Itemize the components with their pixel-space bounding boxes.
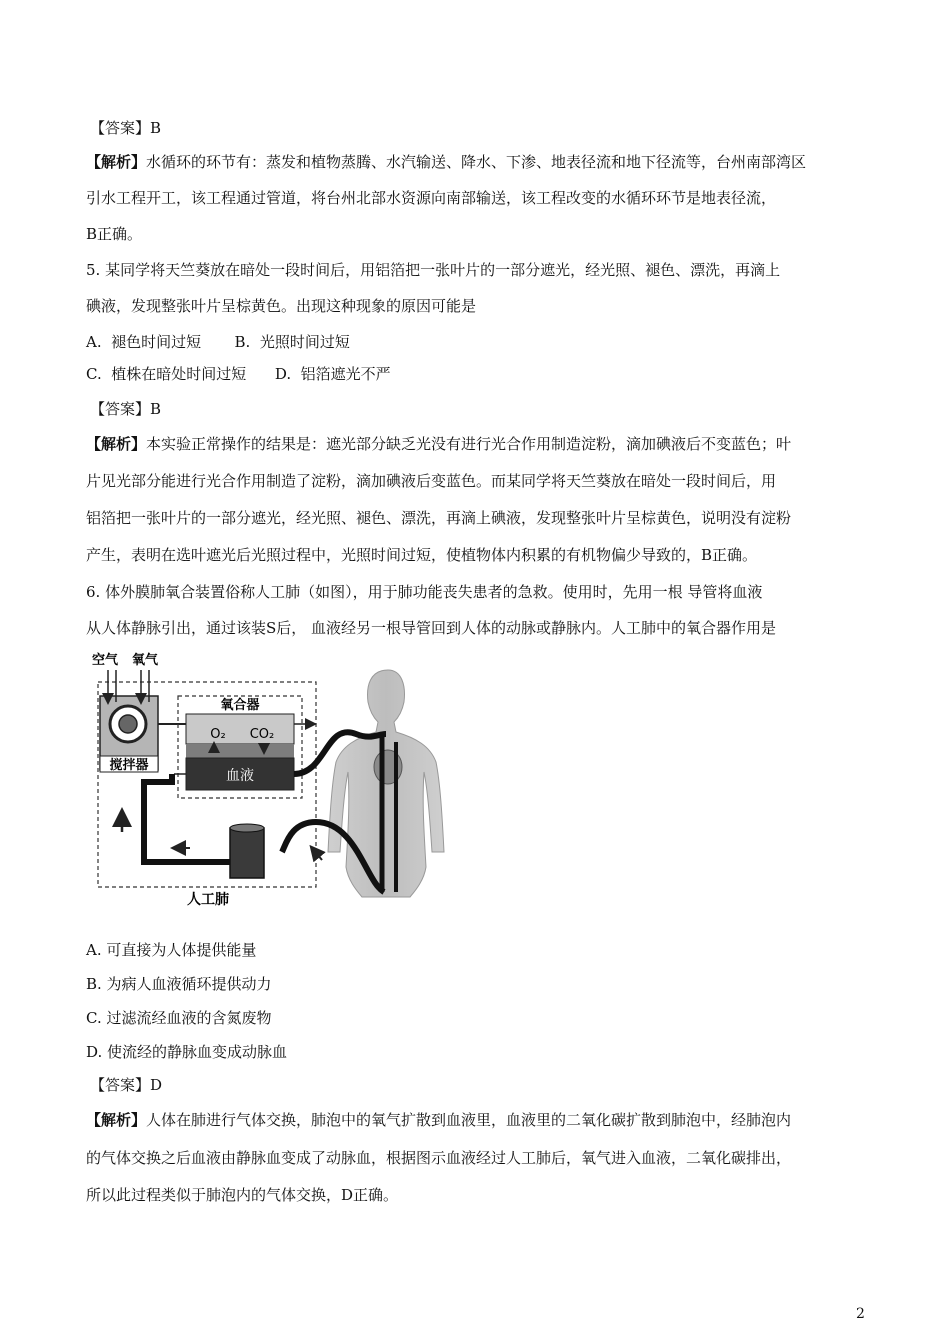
q5-analysis-line-2: 片见光部分能进行光合作用制造了淀粉，滴加碘液后变蓝色。而某同学将天竺葵放在暗处一段时间后，用 — [86, 472, 777, 490]
q6-stem-line-1: 6. 体外膜肺氧合装置俗称人工肺（如图），用于肺功能丧失患者的急救。使用时，先用一根 导管将血液 — [86, 583, 763, 601]
q5-options-row-2: C. 植株在暗处时间过短 D. 铝箔遮光不严 — [86, 365, 391, 383]
q5-analysis-line-1: 【解析】本实验正常操作的结果是：遮光部分缺乏光没有进行光合作用制造淀粉，滴加碘液后不变蓝色；叶 — [86, 435, 792, 453]
q6-option-d: D. 使流经的静脉血变成动脉血 — [86, 1043, 288, 1061]
q6-answer: 【答案】D — [90, 1076, 163, 1094]
artificial-lung-figure — [86, 652, 466, 910]
q5-options-row-1: A. 褪色时间过短 B. 光照时间过短 — [86, 333, 350, 351]
q6-option-a: A. 可直接为人体提供能量 — [86, 941, 257, 959]
q6-option-c: C. 过滤流经血液的含氮废物 — [86, 1009, 272, 1027]
blood-label: 血液 — [226, 768, 254, 784]
analysis-tag: 【解析】 — [86, 153, 147, 171]
q6-analysis-line-2: 的气体交换之后血液由静脉血变成了动脉血，根据图示血液经过人工肺后，氧气进入血液，二氧化碳排出， — [86, 1149, 792, 1167]
q6-analysis-line-1: 【解析】人体在肺进行气体交换，肺泡中的氧气扩散到血液里，血液里的二氧化碳扩散到肺泡中，经肺泡内 — [86, 1111, 792, 1129]
blood-reservoir — [230, 828, 264, 878]
q4-analysis-line-1: 【解析】水循环的环节有：蒸发和植物蒸腾、水汽输送、降水、下渗、地表径流和地下径流等，台州南部湾区 — [86, 153, 807, 171]
q5-analysis-line-4: 产生，表明在选叶遮光后光照过程中，光照时间过短，使植物体内积累的有机物偏少导致的，B正确。 — [86, 546, 758, 564]
co2-label: CO₂ — [249, 727, 275, 742]
o2-label: O₂ — [210, 727, 226, 742]
oxygenator-label: 氧合器 — [220, 698, 260, 713]
q5-analysis-line-3: 铝箔把一张叶片的一部分遮光，经光照、褪色、漂洗，再滴上碘液，发现整张叶片呈棕黄色，说明没有淀粉 — [86, 509, 792, 527]
q6-option-b: B. 为病人血液循环提供动力 — [86, 975, 272, 993]
analysis-tag: 【解析】 — [86, 435, 147, 453]
q4-analysis-line-3: B正确。 — [86, 225, 143, 243]
analysis-tag: 【解析】 — [86, 1111, 147, 1129]
artificial-lung-label: 人工肺 — [187, 892, 229, 908]
q6-analysis-line-3: 所以此过程类似于肺泡内的气体交换，D正确。 — [86, 1186, 399, 1204]
q6-stem-line-2: 从人体静脉引出，通过该装S后， 血液经另一根导管回到人体的动脉或静脉内。人工肺中的氧合器作用是 — [86, 619, 777, 637]
q5-stem-line-2: 碘液，发现整张叶片呈棕黄色。出现这种现象的原因可能是 — [86, 297, 477, 315]
q5-answer: 【答案】B — [90, 400, 162, 418]
air-label: 空气 — [92, 653, 119, 668]
q4-answer: 【答案】B — [90, 119, 162, 137]
page-number: 2 — [856, 1306, 865, 1322]
stirrer-label: 搅拌器 — [109, 758, 149, 773]
q5-stem-line-1: 5. 某同学将天竺葵放在暗处一段时间后，用铝箔把一张叶片的一部分遮光，经光照、褪色、漂洗，再滴上 — [86, 261, 781, 279]
oxygen-label: 氧气 — [132, 653, 159, 668]
q4-analysis-line-2: 引水工程开工，该工程通过管道，将台州北部水资源向南部输送，该工程改变的水循环环节是地表径流， — [86, 189, 777, 207]
